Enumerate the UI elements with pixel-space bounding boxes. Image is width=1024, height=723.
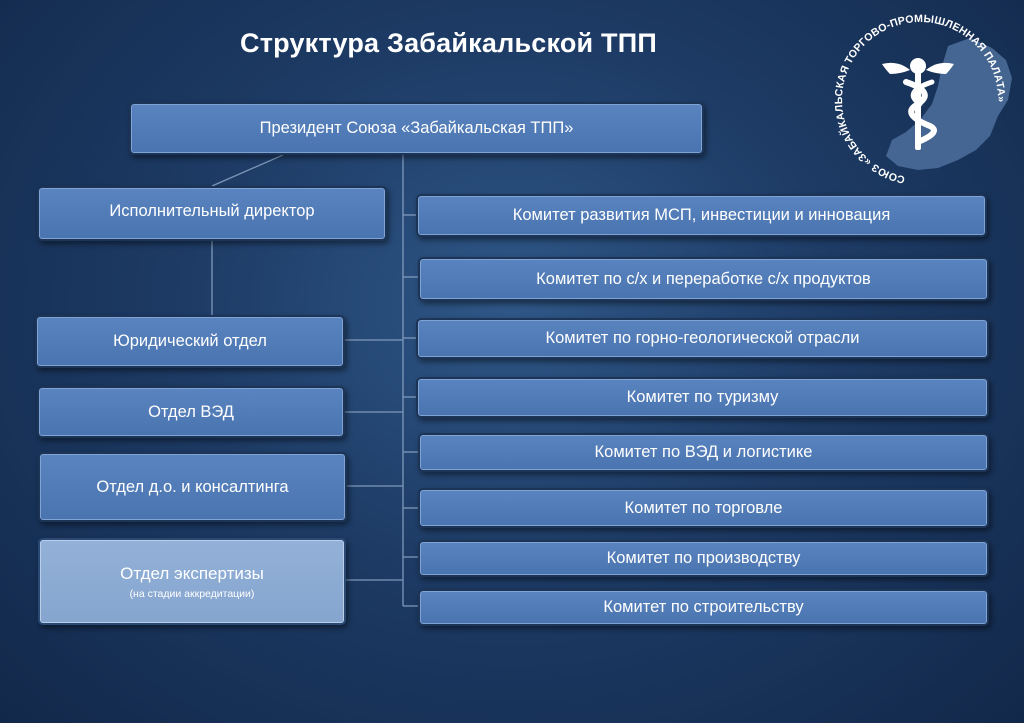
committee-label: Комитет по ВЭД и логистике: [594, 443, 813, 462]
committee-box: [416, 318, 989, 359]
consulting-department-label: Отдел д.о. и консалтинга: [96, 477, 289, 496]
committee-label: Комитет по торговле: [624, 498, 783, 517]
committee-label: Комитет по туризму: [626, 388, 779, 407]
committee-box: [418, 488, 989, 528]
committee-box: [418, 433, 989, 472]
ved-department-box: [37, 386, 345, 438]
expertise-department-note: (на стадии аккредитации): [129, 588, 255, 601]
page-title: Структура Забайкальской ТПП: [240, 28, 657, 58]
expertise-department-box: [38, 538, 346, 625]
committee-box: [418, 540, 989, 577]
ved-department-label: Отдел ВЭД: [148, 402, 234, 421]
president-label: Президент Союза «Забайкальская ТПП»: [259, 119, 574, 138]
committee-box: [416, 377, 989, 418]
president-director-line: [212, 155, 283, 186]
committee-box: [416, 194, 987, 237]
committee-label: Комитет по строительству: [603, 598, 804, 617]
president-box: [129, 102, 704, 155]
legal-department-box: [35, 315, 345, 368]
committee-box: [418, 257, 989, 301]
director-box: [37, 186, 387, 241]
legal-department-label: Юридический отдел: [113, 332, 267, 351]
committee-label: Комитет по с/х и переработке с/х продуктов: [536, 269, 871, 288]
director-label: Исполнительный директор: [109, 202, 315, 220]
committee-label: Комитет по горно-геологической отрасли: [545, 329, 860, 348]
committee-label: Комитет по производству: [606, 549, 801, 568]
committee-box: [418, 589, 989, 626]
consulting-department-box: [38, 452, 347, 522]
logo-ring-text: СОЮЗ «ЗАБАЙКАЛЬСКАЯ ТОРГОВО-ПРОМЫШЛЕННАЯ ПАЛАТА»: [833, 12, 1008, 186]
chamber-logo: [820, 8, 1020, 198]
expertise-department-label: Отдел экспертизы: [120, 563, 264, 583]
committee-label: Комитет развития МСП, инвестиции и инновация: [512, 206, 891, 225]
